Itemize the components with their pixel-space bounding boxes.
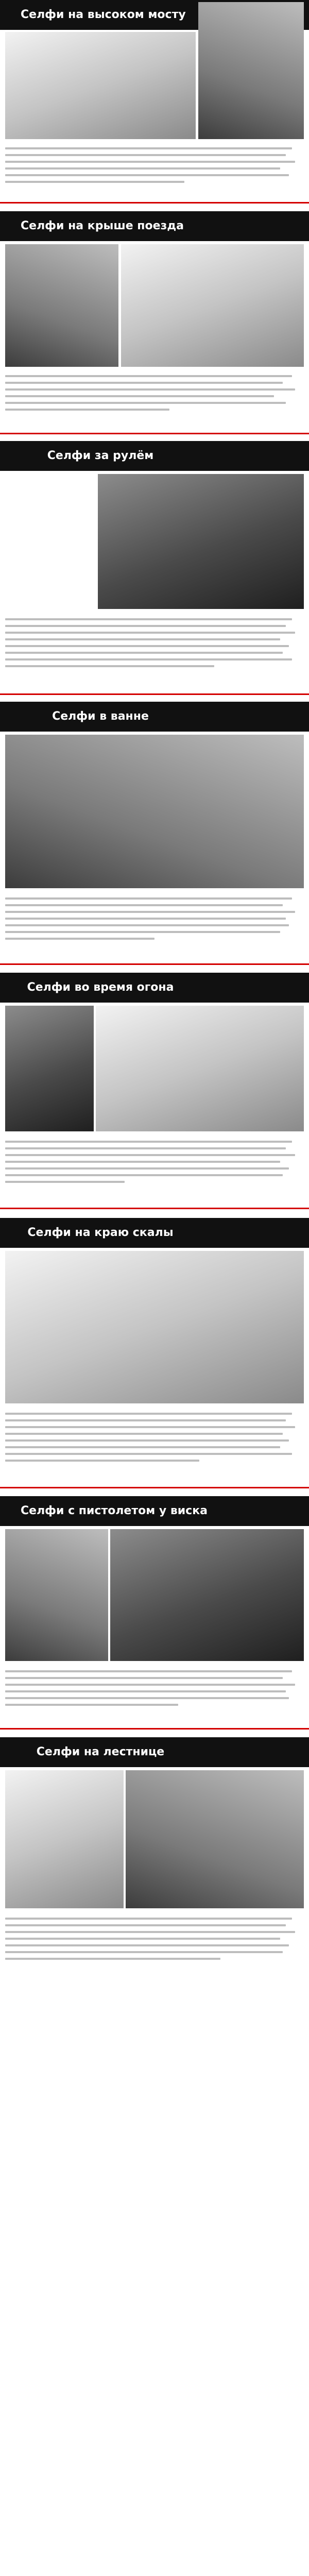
- section-title: Селфи на лестнице: [36, 1745, 165, 1758]
- section-title-bar: [0, 702, 309, 732]
- selfie-photo-left: [5, 32, 196, 139]
- section-divider: [0, 202, 309, 204]
- section-title-bar: [0, 441, 309, 471]
- section-text: [5, 1138, 304, 1188]
- section-title: Селфи на высоком мосту: [21, 8, 186, 21]
- section-title: Селфи во время огона: [27, 981, 174, 994]
- section-text: [5, 1914, 304, 1964]
- section-divider: [0, 1728, 309, 1730]
- selfie-photo-left: [5, 1006, 94, 1131]
- section-text: [5, 615, 304, 672]
- section-divider: [0, 963, 309, 965]
- section-title-bar: [0, 1218, 309, 1248]
- section-title-bar: [0, 973, 309, 1003]
- section-title: Селфи на крыше поезда: [21, 219, 184, 232]
- school-sign-photo: [126, 1770, 304, 1908]
- selfie-photo-left: [5, 1770, 124, 1908]
- selfie-photo-left: [5, 244, 118, 367]
- section-title: Селфи в ванне: [52, 710, 149, 723]
- selfie-photo: [5, 1251, 304, 1403]
- section-title: Селфи за рулём: [47, 449, 154, 462]
- section-divider: [0, 433, 309, 434]
- section-title-bar: [0, 211, 309, 241]
- section-title-bar: [0, 1737, 309, 1767]
- section-divider: [0, 693, 309, 695]
- selfie-photo: [5, 735, 304, 888]
- section-title: Селфи с пистолетом у виска: [21, 1504, 208, 1517]
- section-text: [5, 372, 304, 415]
- selfie-photo-right: [198, 2, 304, 139]
- section-divider: [0, 1208, 309, 1209]
- section-text: [5, 144, 304, 188]
- selfie-photo-left: [5, 1529, 108, 1661]
- section-title-bar: [0, 1496, 309, 1526]
- selfie-photo-right: [96, 1006, 304, 1131]
- section-divider: [0, 1487, 309, 1488]
- section-text: [5, 1410, 304, 1466]
- section-text: [5, 1667, 304, 1710]
- selfie-photo-right: [110, 1529, 304, 1661]
- section-text: [5, 894, 304, 944]
- train-photo-right: [121, 244, 304, 367]
- selfie-photo: [98, 474, 304, 609]
- section-title: Селфи на краю скалы: [27, 1226, 174, 1239]
